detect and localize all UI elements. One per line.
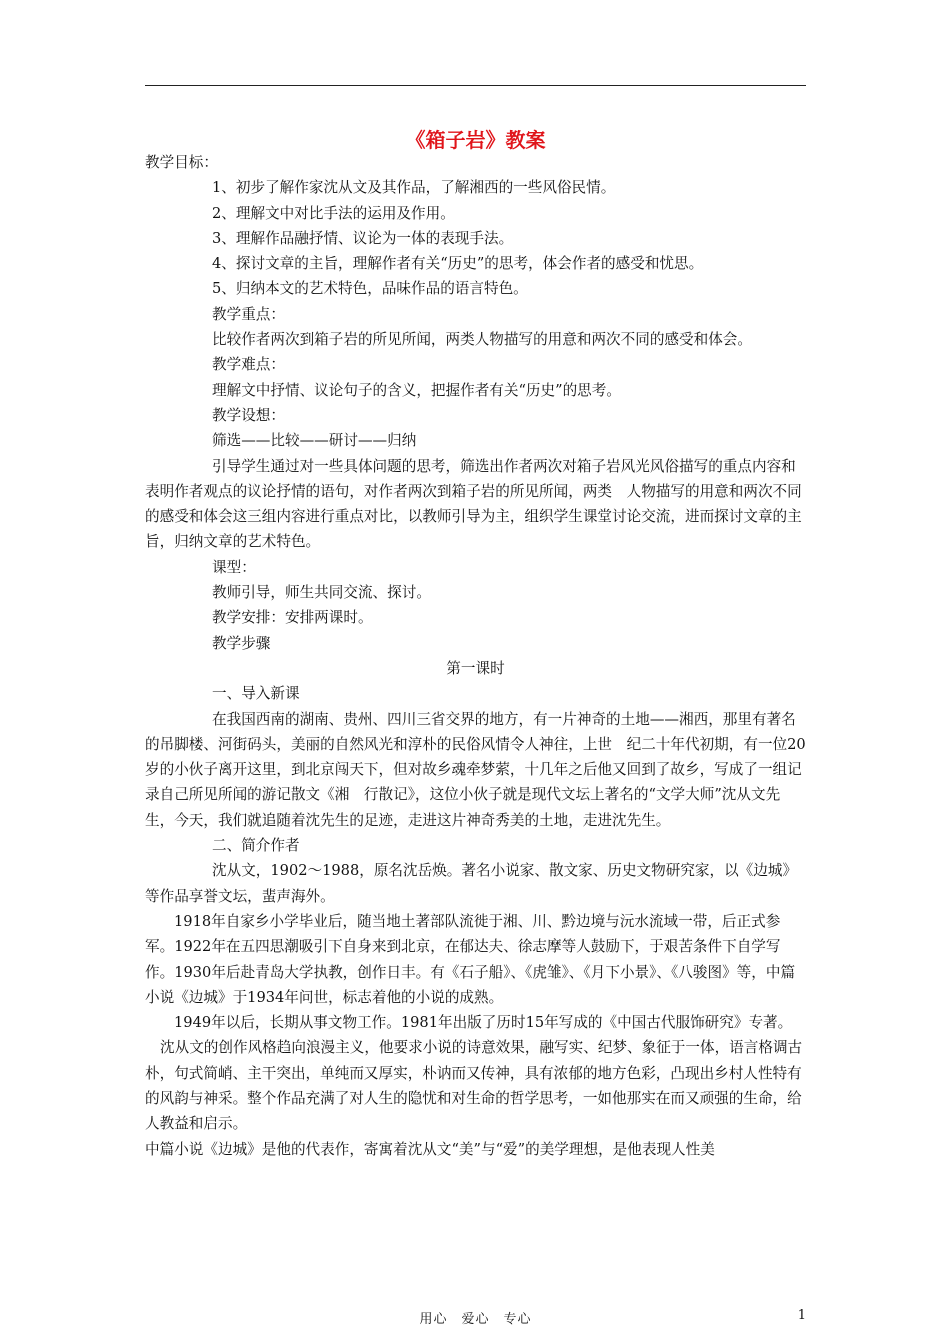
objective-item-2: 2、理解文中对比手法的运用及作用。 <box>212 204 455 222</box>
objective-item-3: 3、理解作品融抒情、议论为一体的表现手法。 <box>212 229 514 247</box>
intro-paragraph: 在我国西南的湖南、贵州、四川三省交界的地方，有一片神奇的土地——湘西，那里有著名的吊脚楼、河街码头，美丽的自然风光和淳朴的民俗风情令人神往，上世 纪二十年代初期，有一位20岁的小伙子离开这里，到北京闯天下，但对故乡魂牵梦萦，十几年之后他又回到了故乡，写成了一组记录自己所见所闻的游记散文《湘 行散记》，这位小伙子就是现代文坛上著名的“文学大师”沈从文先生，今天，我们就追随着沈先生的足迹，走进这片神奇秀美的土地，走进沈先生。 <box>145 710 806 829</box>
author-later-paragraph: 1949年以后，长期从事文物工作。1981年出版了历时15年写成的《中国古代服饰研究》专著。 <box>174 1014 793 1032</box>
objective-item-4: 4、探讨文章的主旨，理解作者有关“历史”的思考，体会作者的感受和忧思。 <box>212 255 704 273</box>
section-heading-lesson-type: 课型： <box>212 558 256 576</box>
author-style-paragraph: 沈从文的创作风格趋向浪漫主义，他要求小说的诗意效果，融写实、纪梦、象征于一体，语言格调古朴，句式简峭、主干突出，单纯而又厚实，朴讷而又传神，具有浓郁的地方色彩，凸现出乡村人性特有的风韵与神采。整个作品充满了对人生的隐忧和对生命的哲学思考，一如他那实在而又顽强的生命，给人教益和启示。 <box>145 1039 803 1133</box>
header-rule <box>145 85 806 86</box>
section-heading-objectives: 教学目标： <box>145 154 218 171</box>
section-heading-difficulties: 教学难点： <box>212 356 285 374</box>
page-number: 1 <box>797 1308 806 1323</box>
subheading-author: 二、简介作者 <box>212 837 300 855</box>
section-heading-steps: 教学步骤 <box>212 634 271 652</box>
lesson-one-heading: 第一课时 <box>446 659 505 677</box>
objective-item-1: 1、初步了解作家沈从文及其作品，了解湘西的一些风俗民情。 <box>212 179 616 197</box>
key-points-text: 比较作者两次到箱子岩的所见所闻，两类人物描写的用意和两次不同的感受和体会。 <box>212 331 752 349</box>
document-title: 《箱子岩》教案 <box>405 128 546 152</box>
footer-motto: 用心 爱心 专心 <box>419 1312 532 1327</box>
design-flow: 筛选——比较——研讨——归纳 <box>212 432 417 450</box>
document-body <box>145 150 806 1162</box>
section-heading-design: 教学设想： <box>212 406 285 424</box>
lesson-type-text: 教师引导，师生共同交流、探讨。 <box>212 584 431 602</box>
objective-item-5: 5、归纳本文的艺术特色，品味作品的语言特色。 <box>212 280 528 298</box>
page-footer <box>145 1308 806 1327</box>
section-heading-key-points: 教学重点： <box>212 305 285 323</box>
design-paragraph: 引导学生通过对一些具体问题的思考，筛选出作者两次对箱子岩风光风俗描写的重点内容和表明作者观点的议论抒情的语句，对作者两次到箱子岩的所见所闻，两类 人物描写的用意和两次不同的感受和体会这三组内容进行重点对比，以教师引导为主，组织学生课堂讨论交流，进而探讨文章的主旨，归纳文章的艺术特色。 <box>145 457 802 551</box>
author-career-paragraph: 1918年自家乡小学毕业后，随当地土著部队流徙于湘、川、黔边境与沅水流域一带，后正式参军。1922年在五四思潮吸引下自身来到北京，在郁达夫、徐志摩等人鼓励下，于艰苦条件下自学写作。1930年后赴青岛大学执教，创作日丰。有《石子船》、《虎雏》、《月下小景》、《八骏图》等，中篇小说《边城》于1934年问世，标志着他的小说的成熟。 <box>145 912 796 1006</box>
subheading-intro: 一、导入新课 <box>212 685 300 703</box>
author-bio-paragraph: 沈从文，1902～1988，原名沈岳焕。著名小说家、散文家、历史文物研究家，以《边城》等作品享誉文坛，蜚声海外。 <box>145 862 798 905</box>
schedule-text: 教学安排：安排两课时。 <box>212 609 373 627</box>
difficulties-text: 理解文中抒情、议论句子的含义，把握作者有关“历史”的思考。 <box>212 381 621 399</box>
biancheng-paragraph: 中篇小说《边城》是他的代表作，寄寓着沈从文“美”与“爱”的美学理想，是他表现人性美 <box>145 1140 715 1158</box>
